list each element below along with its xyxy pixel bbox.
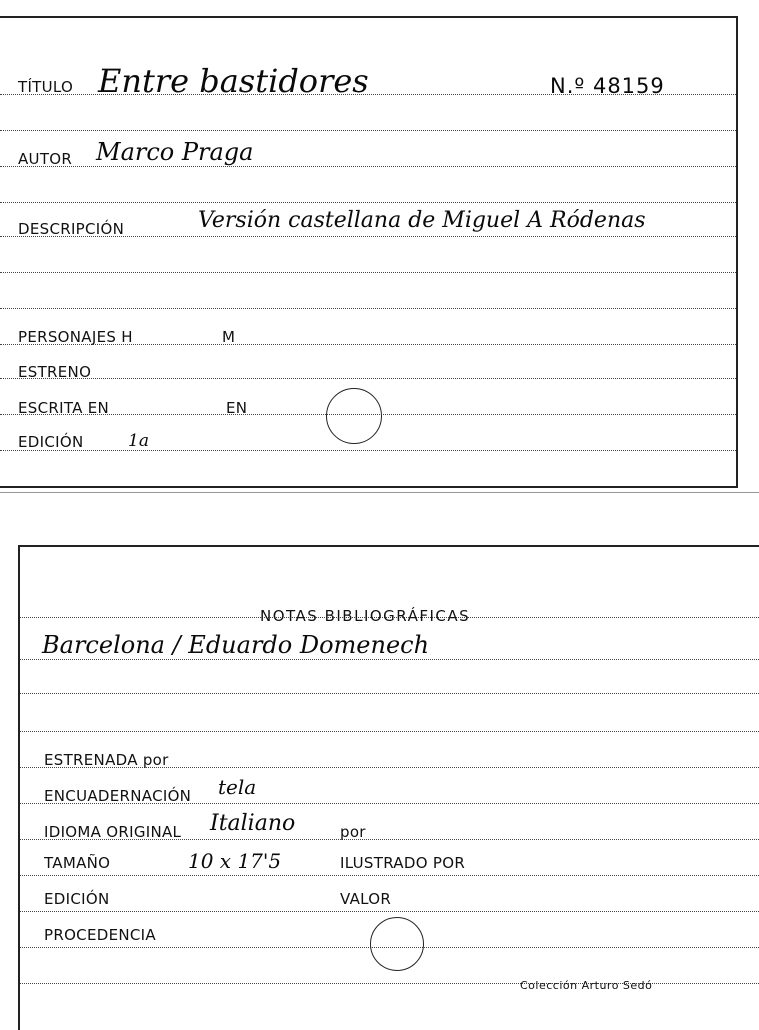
ruled-line — [20, 911, 759, 912]
card-divider — [0, 492, 759, 493]
personajes-label: PERSONAJES H — [18, 328, 133, 346]
collection-imprint: Colección Arturo Sedó — [520, 979, 653, 992]
description-label: DESCRIPCIÓN — [18, 220, 125, 238]
encuadernacion-value: tela — [218, 775, 257, 799]
notes-heading: NOTAS BIBLIOGRÁFICAS — [260, 607, 471, 625]
ruled-line — [0, 202, 736, 203]
library-stamp-icon — [370, 917, 424, 971]
catalog-number: N.º 48159 — [550, 74, 665, 98]
ruled-line — [0, 450, 736, 451]
idioma-label: IDIOMA ORIGINAL — [44, 823, 182, 841]
title-label: TÍTULO — [18, 78, 74, 96]
encuadernacion-label: ENCUADERNACIÓN — [44, 787, 192, 805]
notes-value: Barcelona / Eduardo Domenech — [42, 631, 430, 659]
valor-label: VALOR — [340, 890, 392, 908]
library-stamp-icon — [326, 388, 382, 444]
description-value: Versión castellana de Miguel A Ródenas — [198, 208, 646, 233]
estreno-label: ESTRENO — [18, 363, 92, 381]
edicion-value: 1a — [128, 431, 149, 451]
personajes-m-label: M — [222, 328, 236, 346]
escrita-en-label: EN — [226, 399, 248, 417]
idioma-value: Italiano — [210, 811, 296, 836]
ruled-line — [0, 166, 736, 167]
ruled-line — [20, 875, 759, 876]
catalog-card-front — [0, 16, 738, 488]
ruled-line — [20, 659, 759, 660]
catalog-card-back — [18, 545, 759, 1030]
ruled-line — [0, 130, 736, 131]
estrenada-label: ESTRENADA por — [44, 751, 169, 769]
ruled-line — [20, 731, 759, 732]
edicion-label: EDICIÓN — [18, 433, 84, 451]
ruled-line — [0, 378, 736, 379]
ruled-line — [0, 272, 736, 273]
edicion-label: EDICIÓN — [44, 890, 110, 908]
author-label: AUTOR — [18, 150, 73, 168]
tamano-value: 10 x 17'5 — [188, 849, 282, 873]
author-value: Marco Praga — [96, 138, 254, 166]
tamano-label: TAMAÑO — [44, 854, 111, 872]
ruled-line — [20, 693, 759, 694]
ruled-line — [0, 308, 736, 309]
procedencia-label: PROCEDENCIA — [44, 926, 156, 944]
idioma-por-label: por — [340, 823, 366, 841]
ilustrado-label: ILUSTRADO POR — [340, 854, 466, 872]
escrita-label: ESCRITA EN — [18, 399, 110, 417]
title-value: Entre bastidores — [98, 62, 369, 100]
